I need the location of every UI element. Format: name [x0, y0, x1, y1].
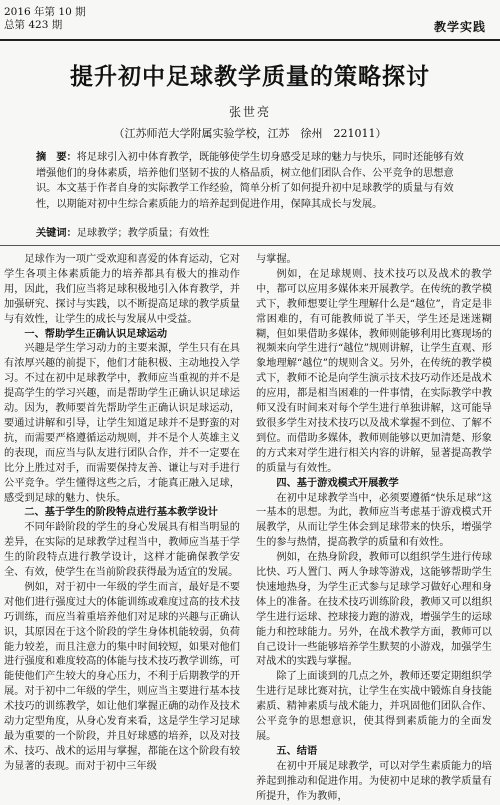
issue-line: 2016 年第 10 期 [4, 6, 86, 18]
abstract-label: 摘 要： [36, 151, 77, 163]
abstract [36, 150, 470, 212]
section-name: 教学实践 [433, 20, 486, 34]
section-heading: 五、结语 [276, 745, 318, 757]
body-paragraph: 在初中足球教学当中，必须要遵循“快乐足球”这一基本的思想。为此，教师应当考虑基于游戏模式开展教学，从而让学生体会到足球带来的快乐，增强学生的参与热情，提高教学的质量和有效性。 [256, 492, 492, 549]
header-rule [0, 39, 500, 41]
body-paragraph: 除了上面谈到的几点之外，教师还要定期组织学生进行足球比赛对抗，让学生在实战中锻炼自身技能素质、精神素质与战术能力，并巩固他们团队合作、公平竞争的思想意识，使其得到素质能力的全面发展。 [256, 671, 492, 742]
body-column-right [256, 253, 492, 805]
issue-info [4, 6, 86, 32]
body-paragraph: 例如，在足球规则、技术技巧以及战术的教学中，都可以应用多媒体来开展教学。在传统的教学模式下，教师想要让学生理解什么是“越位”，肯定是非常困难的，有可能教师说了半天，学生还是迷迷糊糊，但如果借助多媒体，教师则能够利用比赛现场的视频来向学生进行“越位”规则讲解，让学生直观、形象地理解“越位”的规则含义。另外，在传统的教学模式下，教师不论是向学生演示技术技巧动作还是战术的应用，都是相当困难的一件事情，在实际教学中教师又没有时间来对每个学生进行单独讲解，这可能导致很多学生对技术技巧以及战术掌握不到位、了解不到位。而借助多媒体，教师则能够以更加清楚、形象的方式来对学生进行相关内容的讲解，显著提高教学的质量与有效性。 [256, 268, 492, 474]
author-name: 张世亮 [228, 105, 271, 119]
body-paragraph: 足球作为一项广受欢迎和喜爱的体育运动，它对学生各项主体素质能力的培养都具有极大的推动作用，因此，我们应当将足球积极地引入体育教学，并加强研究、探讨与实践，以不断提高足球的教学质量与有效性，让学生的成长与发展从中受益。 [4, 254, 240, 325]
body-paragraph: 例如，在热身阶段，教师可以组织学生进行传球比快、巧人置门、两人争球等游戏，这能够帮助学生快速地热身，为学生正式参与足球学习做好心理和身体上的准备。在技术技巧训练阶段，教师又可以组织学生进行运球、控球接力跑的游戏，增强学生的运球能力和控球能力。另外，在战术教学方面，教师可以自己设计一些能够培养学生默契的小游戏，加强学生对战术的实践与掌握。 [256, 552, 492, 668]
body-paragraph: 在初中开展足球教学，可以对学生素质能力的培养起到推动和促进作用。为使初中足球的教学质量有所提升，作为教师， [256, 760, 492, 802]
author-affiliation: （江苏师范大学附属实验学校，江苏 徐州 221011） [113, 127, 387, 140]
article-title: 提升初中足球教学质量的策略探讨 [70, 64, 430, 90]
serial-line: 总第 423 期 [4, 19, 63, 31]
abstract-text: 将足球引入初中体育教学，既能够使学生切身感受足球的魅力与快乐，同时还能够有效增强他们的身体素质，培养他们坚韧不拔的人格品质，树立他们团队合作、公平竞争的思想意识。本文基于作者自身的实际教学工作经验，简单分析了如何提升初中足球教学的质量与有效性，以期能对初中生综合素质能力的培养起到促进作用，保障其成长与发展。 [36, 152, 464, 210]
keywords [36, 224, 470, 239]
section-heading: 四、基于游戏模式开展教学 [276, 477, 399, 489]
keywords-text: 足球教学；教学质量；有效性 [76, 228, 210, 239]
body-paragraph: 不同年龄阶段的学生的身心发展具有相当明显的差异，在实际的足球教学过程当中，教师应当基于学生的阶段特点进行教学设计，这样才能确保教学安全、有效，使学生在当前阶段获得最为适宜的发展。 [4, 522, 240, 579]
body-paragraph: 例如，对于初中一年级的学生而言，最好是不要对他们进行强度过大的体能训练或难度过高的技术技巧训练，而应当着重培养他们对足球的兴趣与正确认识，其原因在于这个阶段的学生身体机能较弱，负荷能力较差，而且注意力的集中时间较短，如果对他们进行强度和难度较高的体能与技术技巧教学训练，可能使他们产生较大的身心压力，不利于后期教学的开展。对于初中二年级的学生，则应当主要进行基本技术技巧的训练教学，如让他们掌握正确的动作及技术动力定型角度，从身心发育来看，这是学生学习足球最为重要的一个阶段，并且好球感的培养，以及对技术、技巧、战术的运用与掌握，都能在这个阶段有较为显著的表现。而对于初中三年级 [4, 581, 240, 772]
body-paragraph: 兴趣是学生学习动力的主要来源，学生只有在具有浓厚兴趣的前提下，他们才能积极、主动地投入学习。不过在初中足球教学中，教师应当重视的并不是提高学生的学习兴趣，而是帮助学生正确认识足球运动。因为，教师要首先帮助学生正确认识足球运动，要通过讲解和引导，让学生知道足球并不是野蛮的对抗，而需要严格遵循运动规则，并不是个人英雄主义的表现，而应当与队友进行团队合作，并不一定要在比分上胜过对手，而需要保持友善、谦让与对手进行公平竞争。学生懂得这些之后，才能真正融入足球，感受到足球的魅力、快乐。 [4, 343, 240, 504]
body-column-left [4, 253, 240, 775]
section-heading: 二、基于学生的阶段特点进行基本教学设计 [24, 507, 218, 519]
abstract-divider [0, 245, 500, 246]
keywords-label: 关键词： [36, 227, 77, 239]
section-heading: 一、帮助学生正确认识足球运动 [24, 328, 168, 340]
body-paragraph: 与掌握。 [256, 254, 297, 265]
